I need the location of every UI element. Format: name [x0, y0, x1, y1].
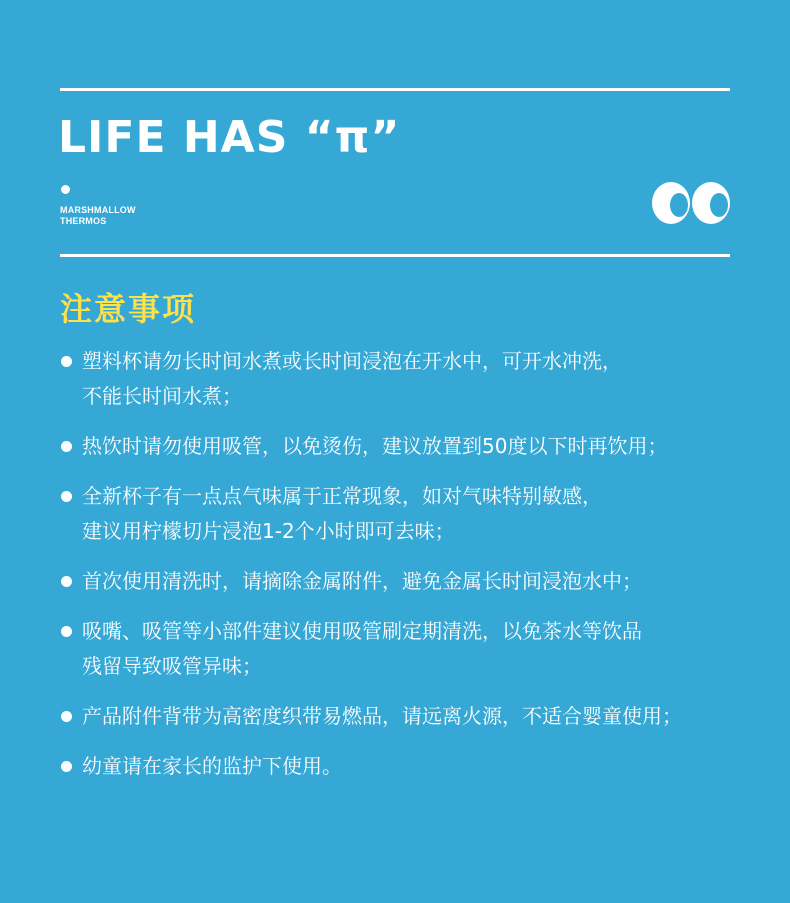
note-line: 热饮时请勿使用吸管，以免烫伤，建议放置到50度以下时再饮用；	[82, 434, 668, 458]
note-item	[60, 749, 760, 784]
brand-line-2: THERMOS	[60, 216, 107, 226]
cartoon-eyes-icon	[648, 178, 734, 228]
bullet-dot-icon	[61, 356, 72, 367]
note-line: 幼童请在家长的监护下使用。	[82, 754, 342, 778]
headline: LIFE HAS “π”	[58, 112, 401, 163]
note-line: 不能长时间水煮；	[82, 384, 242, 408]
note-line: 首次使用清洗时，请摘除金属附件，避免金属长时间浸泡水中；	[82, 569, 642, 593]
bullet-dot-icon	[61, 761, 72, 772]
bullet-dot-icon	[61, 441, 72, 452]
note-line: 全新杯子有一点点气味属于正常现象，如对气味特别敏感，	[82, 484, 602, 508]
note-item	[60, 614, 760, 684]
brand-dot	[61, 185, 70, 194]
note-line: 产品附件背带为高密度织带易燃品，请远离火源，不适合婴童使用；	[82, 704, 682, 728]
notes-list	[60, 344, 760, 799]
brand-logo	[60, 205, 136, 227]
note-item	[60, 479, 760, 549]
note-item	[60, 564, 760, 599]
section-title: 注意事项	[60, 290, 197, 328]
bullet-dot-icon	[61, 576, 72, 587]
note-item	[60, 699, 760, 734]
brand-line-1: MARSHMALLOW	[60, 205, 136, 215]
note-line: 吸嘴、吸管等小部件建议使用吸管刷定期清洗，以免茶水等饮品	[82, 619, 642, 643]
note-line: 建议用柠檬切片浸泡1-2个小时即可去味；	[82, 519, 455, 543]
bullet-dot-icon	[61, 626, 72, 637]
top-divider	[60, 88, 730, 91]
note-line: 残留导致吸管异味；	[82, 654, 262, 678]
bullet-dot-icon	[61, 711, 72, 722]
bottom-divider	[60, 254, 730, 257]
note-item	[60, 429, 760, 464]
bullet-dot-icon	[61, 491, 72, 502]
note-item	[60, 344, 760, 414]
note-line: 塑料杯请勿长时间水煮或长时间浸泡在开水中，可开水冲洗，	[82, 349, 622, 373]
